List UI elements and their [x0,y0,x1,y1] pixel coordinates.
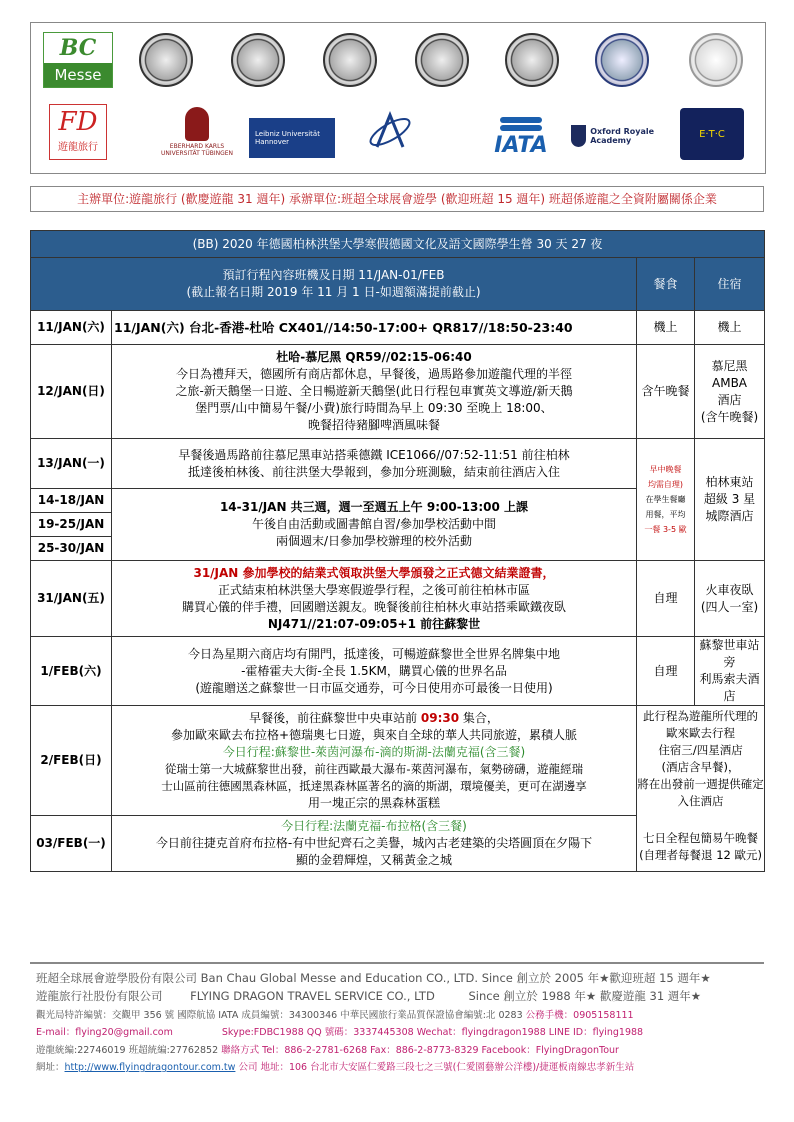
shield-icon [571,125,586,147]
content-line: 午後自由活動或圖書館自習/參加學校活動中間 [251,517,497,531]
tax-ids: 遊龍統編:22746019 班超統編:27762852 [36,1045,222,1056]
schedule-heading [31,258,637,311]
meal-line: 一餐 3-5 歐 [644,525,687,534]
row-date: 2/FEB(日) [31,706,112,816]
row-hotel [695,637,765,706]
oxford-royale-logo [571,107,681,165]
leibniz-text: Leibniz Universität Hannover [249,118,335,158]
content-text: 集合， [459,710,499,725]
humboldt-seal-icon [581,31,663,89]
row-date: 13/JAN(一) [31,439,112,489]
row-content [112,561,637,637]
note-line: (自理者每餐退 12 歐元) [639,848,762,862]
tour-note [637,706,765,872]
astronomy-logo-icon [349,103,431,161]
note-line: (酒店含早餐)， [661,760,740,774]
content-text: 早餐後，前往蘇黎世中央車站前 [249,710,421,725]
table-row [31,439,765,489]
university-seal-1-icon [125,31,207,89]
content-line: 購買心儀的伴手禮，回國贈送親友。晚餐後前往柏林火車站搭乘歐鐵夜臥 [181,599,566,614]
university-seal-7-icon [675,31,757,89]
university-seal-2-icon [217,31,299,89]
note-line: 入住酒店 [677,794,724,808]
content-line: 晚餐招待豬腳啤酒風味餐 [307,418,440,432]
address: 公司 地址：106 台北市大安區仁愛路三段七之三號 [235,1062,453,1073]
flight-info: 杜哈-慕尼黑 QR59//02:15-06:40 [276,350,472,364]
content-line: 堡門票/山中簡易午餐/小費)旅行時間為早上 09:30 至晚上 18:00、 [195,401,553,415]
hotel-column-header: 住宿 [695,258,765,311]
content-line: -霍椿霍夫大街-全長 1.5KM，購買心儀的世界名品 [241,663,507,678]
oxford-text: Oxford Royale Academy [590,127,655,145]
content-line: 正式結束柏林洪堡大學寒假遊學行程，之後可前往柏林市區 [217,582,530,597]
content-line: 抵達後柏林後、前往洪堡大學報到，參加分班測驗，結束前往酒店入住 [187,464,560,479]
row-date: 14-18/JAN [31,489,112,513]
note-line: 此行程為遊龍所代理的 [643,709,759,723]
tubingen-text: EBERHARD KARLS UNIVERSITÄT TÜBINGEN [160,143,234,157]
university-seal-5-icon [491,31,573,89]
address-building: (仁愛園藝辦公洋樓) [452,1062,537,1073]
bc-logo-text: BC [59,35,97,61]
row-hotel: 機上 [695,311,765,345]
row-meal: 機上 [637,311,695,345]
meal-line: 用餐，平均 [645,510,686,519]
table-row [31,706,765,816]
hotel-line: 柏林東站 [705,475,754,489]
hotel-line: (含午晚餐) [700,409,759,424]
sponsor-logos [30,22,766,174]
iata-logo [471,107,571,165]
row-hotel [695,561,765,637]
content-line: 今日為禮拜天，德國所有商店都休息，早餐後，過馬路參加遊龍代理的半徑 [175,367,572,381]
certificate-note: 31/JAN 參加學校的結業式領取洪堡大學頒發之正式德文結業證書， [193,565,555,580]
deadline-note: (截止報名日期 2019 年 11 月 1 日-如週額滿提前截止) [186,285,481,299]
hotel-line: 蘇黎世車站旁 [699,638,760,669]
row-content: 11/JAN(六) 台北-香港-杜哈 CX401//14:50-17:00+ QR817//18:50-23:40 [112,311,637,345]
row-meal [637,439,695,561]
row-date: 25-30/JAN [31,537,112,561]
university-seal-3-icon [309,31,391,89]
bc-logo-subtext: Messe [44,63,112,87]
note-line: 將在出發前一週提供確定 [637,777,764,791]
hotel-line: 火車夜臥 [705,582,754,597]
content-line: 兩個週末/日參加學校辦理的校外活動 [275,534,473,548]
row-meal: 自理 [637,561,695,637]
footer-phones [36,1042,619,1056]
email-link[interactable]: E-mail：flying20@gmail.com [36,1027,173,1038]
content-line: 今日前往捷克首府布拉格-有中世紀齊石之美譽，城內古老建築的尖塔圓頂在夕陽下 [155,836,593,850]
company-footer [30,962,764,1073]
tree-icon [185,107,209,141]
itinerary-table [30,230,765,872]
company-name-en: FLYING DRAGON TRAVEL SERVICE CO., LTD [190,989,435,1003]
row-date: 31/JAN(五) [31,561,112,637]
hotel-line: 城際酒店 [705,509,754,523]
trip-title: (BB) 2020 年德國柏林洪堡大學寒假德國文化及語文國際學生營 30 天 27 夜 [31,231,765,258]
table-row [31,561,765,637]
note-line: 住宿三/四星酒店 [658,743,743,757]
content-line: 參加歐來歐去布拉格+德瑞奧七日遊，與來自全球的華人共同旅遊，累積人脈 [170,727,578,742]
row-content [112,345,637,439]
hotel-line: 超級 3 星 [703,492,756,506]
fd-logo-text: FD [58,107,98,137]
meal-line: 均需自理) [647,480,684,489]
company-since: Since 創立於 1988 年★ 歡慶遊龍 31 週年★ [468,989,702,1003]
website-label: 網址： [36,1062,65,1073]
hotel-line: (四人一室) [700,599,759,614]
row-meal: 含午晚餐 [637,345,695,439]
day-route: 今日行程:法蘭克福-布拉格(含三餐) [281,819,467,833]
content-line: 14-31/JAN 共三週，週一至週五上午 9:00-13:00 上課 [219,500,529,514]
content-line [112,710,636,727]
footer-licenses [36,1007,634,1021]
content-line: 士山區前往德國黑森林區，抵達黑森林區著名的滴的斯湖，環境優美，更可在湖邊享 [161,778,587,793]
row-content [112,439,637,489]
hotel-line: 酒店 [717,392,742,407]
content-line: 顯的金碧輝煌，又稱黃金之城 [295,853,452,867]
address-metro: /捷運板南線忠孝新生站 [536,1062,635,1073]
social-contacts: Skype:FDBC1988 QQ 號碼：3337445308 Wechat：flyingdragon1988 LINE ID：flying1988 [221,1027,644,1038]
footer-contacts [36,1024,643,1038]
fd-logo-subtext: 遊龍旅行 [58,142,98,153]
flying-dragon-logo [37,103,119,161]
row-meal: 自理 [637,637,695,706]
content-line: 之旅-新天鵝堡一日遊、全日暢遊新天鵝堡(此日行程包車實英文導遊/新天鵝 [175,384,573,398]
meal-line: 在學生餐廳 [645,495,686,504]
content-line: 早餐後過馬路前往慕尼黑車站搭乘德鐵 ICE1066//07:52-11:51 前往柏林 [178,447,570,462]
train-info: NJ471//21:07-09:05+1 前往蘇黎世 [267,616,481,631]
row-date: 19-25/JAN [31,513,112,537]
content-line: 用一塊正宗的黑森林蛋糕 [307,795,440,810]
note-line: 七日全程包簡易午晚餐 [643,831,759,845]
leibniz-logo [245,109,339,167]
table-title-row [31,231,765,258]
content-line: 從瑞士第一大城蘇黎世出發，前往西歐最大瀑布-萊茵河瀑布，氣勢磅礴，遊龍經瑞 [164,761,584,776]
hotel-line: 利馬索夫酒店 [699,672,760,703]
row-content [112,489,637,561]
row-content [112,816,637,872]
company-name: 遊龍旅行社股份有限公司 [36,989,163,1003]
content-line: 今日為星期六商店均有開門，抵達後，可暢遊蘇黎世全世界名牌集中地 [187,646,560,661]
schedule-subtitle: 預訂行程內容班機及日期 11/JAN-01/FEB [222,268,445,282]
row-date: 11/JAN(六) [31,311,112,345]
table-row [31,345,765,439]
row-hotel [695,439,765,561]
day-route: 今日行程:蘇黎世-萊茵河瀑布-滴的斯湖-法蘭克福(含三餐) [222,744,526,759]
row-date: 1/FEB(六) [31,637,112,706]
meeting-time: 09:30 [420,710,460,725]
row-content [112,706,637,816]
business-phone: 公務手機：0905158111 [525,1010,634,1021]
table-header-row [31,258,765,311]
etc-text: E·T·C [699,128,725,140]
website-link[interactable]: http://www.flyingdragontour.com.tw [64,1062,236,1073]
hotel-line: 慕尼黑 AMBA [711,358,748,390]
iata-text: IATA [494,132,548,158]
row-content [112,637,637,706]
license-info: 觀光局特許編號：交觀甲 356 號 國際航協 IATA 成員編號：34300346 中華民國旅行業品質保證協會編號:北 0283 [36,1010,526,1021]
table-row [31,637,765,706]
content-line: (遊龍贈送之蘇黎世一日市區交通券，可今日使用亦可最後一日使用) [195,680,553,695]
university-seal-4-icon [401,31,483,89]
note-line: 歐來歐去行程 [666,726,736,740]
phone-fax: 聯絡方式 Tel：886-2-2781-6268 Fax：886-2-8773-8329 Facebook：FlyingDragonTour [221,1045,619,1056]
meal-line: 早中晚餐 [649,465,682,474]
footer-company-1: 班超全球展會遊學股份有限公司 Ban Chau Global Messe and Education CO., LTD. Since 創立於 2005 年★歡迎班超 15 週年★ [36,971,711,985]
row-date: 12/JAN(日) [31,345,112,439]
bc-messe-logo [37,31,119,89]
footer-address [36,1059,634,1073]
row-hotel [695,345,765,439]
etc-logo [671,105,753,163]
meal-column-header: 餐食 [637,258,695,311]
row-date: 03/FEB(一) [31,816,112,872]
organizer-banner: 主辦單位:遊龍旅行 (歡慶遊龍 31 週年) 承辦單位:班超全球展會遊學 (歡迎班超 15 週年) 班超係遊龍之全資附屬關係企業 [30,186,764,212]
tubingen-logo [151,99,243,165]
footer-company-2 [36,988,701,1004]
table-row [31,311,765,345]
